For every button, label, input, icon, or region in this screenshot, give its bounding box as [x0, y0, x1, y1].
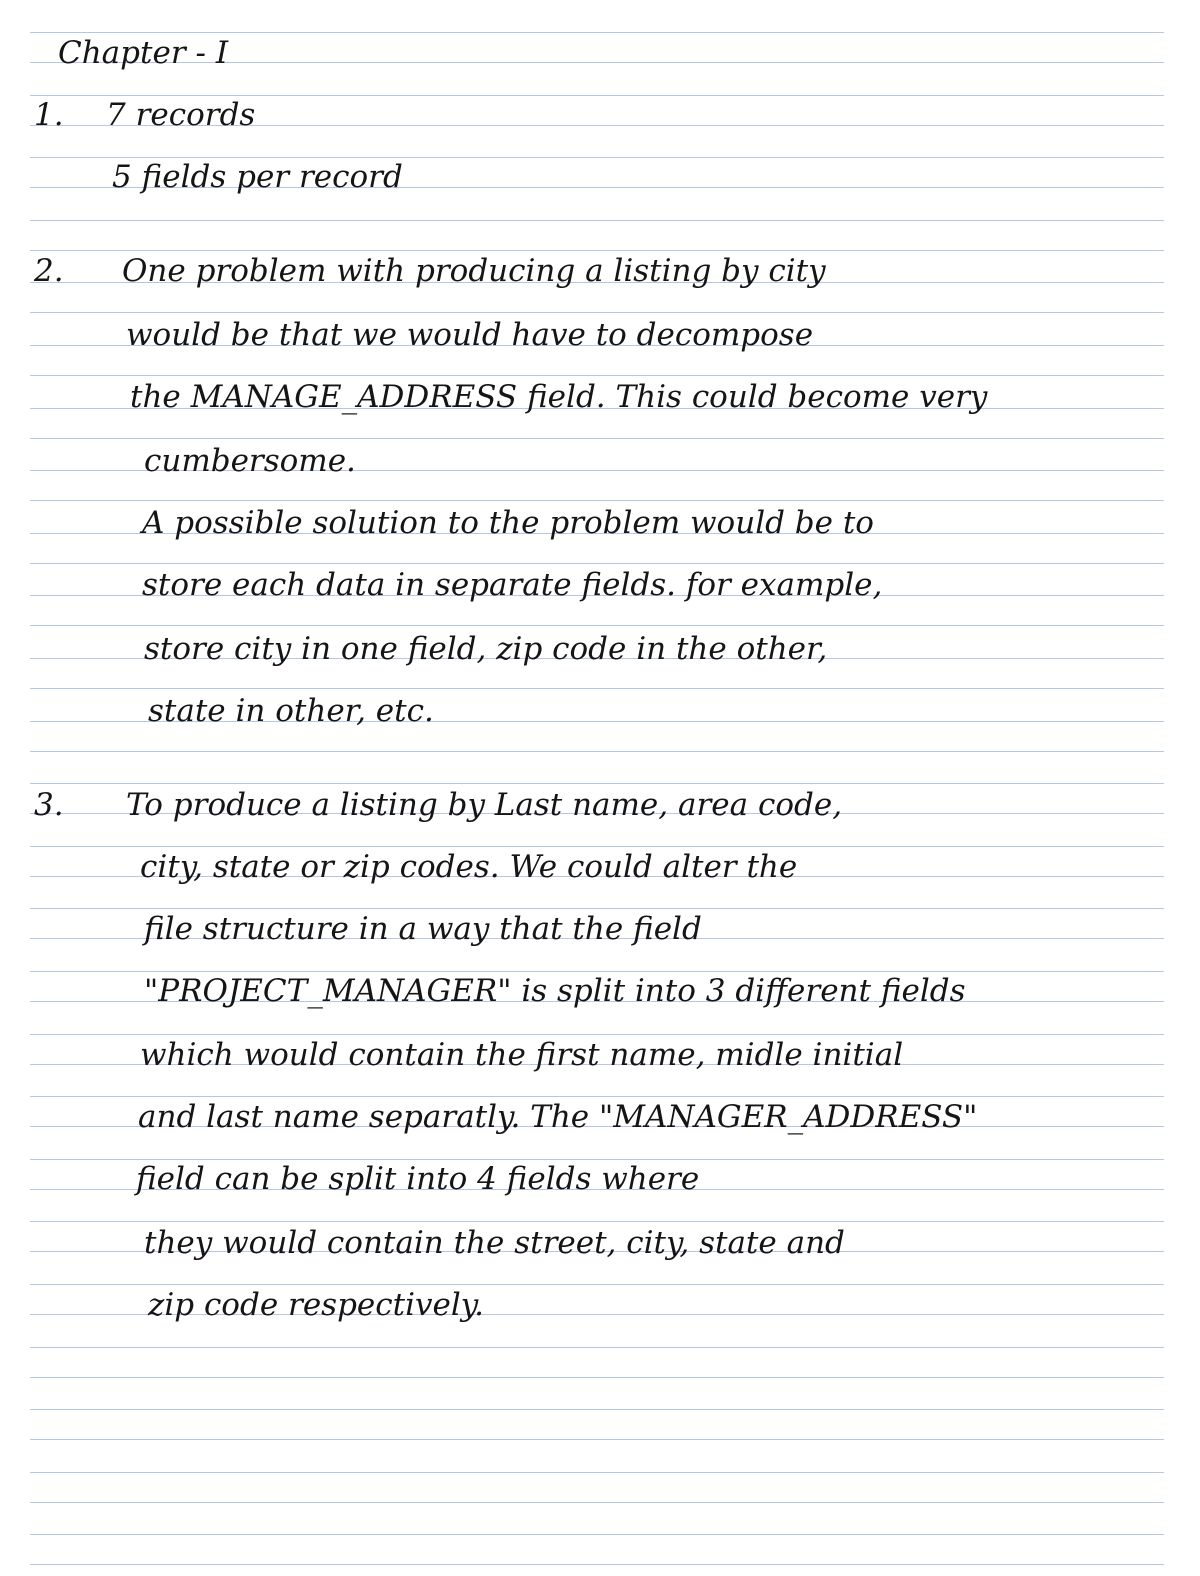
q2-line-3: the MANAGE_ADDRESS field. This could become very: [130, 379, 988, 415]
ruled-line: [30, 908, 1164, 909]
q1-line-1: 7 records: [106, 97, 256, 133]
q3-number-visible: 3.: [34, 787, 64, 823]
ruled-line: [30, 32, 1164, 33]
chapter-heading: Chapter - I: [58, 35, 229, 71]
q2-line-6: store each data in separate fields. for example,: [142, 567, 883, 603]
ruled-line: [30, 1534, 1164, 1535]
ruled-line: [30, 1284, 1164, 1285]
q3-line-8: they would contain the street, city, state and: [144, 1225, 845, 1261]
ruled-line: [30, 1439, 1164, 1440]
ruled-line: [30, 751, 1164, 752]
ruled-line: [30, 220, 1164, 221]
q3-line-1: To produce a listing by Last name, area code,: [126, 787, 843, 823]
q2-line-1: One problem with producing a listing by city: [122, 253, 826, 289]
q3-line-6: and last name separatly. The "MANAGER_ADDRESS": [138, 1099, 978, 1135]
ruled-line: [30, 375, 1164, 376]
ruled-line: [30, 1034, 1164, 1035]
ruled-line: [30, 95, 1164, 96]
ruled-line: [30, 250, 1164, 251]
q2-line-4: cumbersome.: [144, 443, 356, 479]
ruled-line: [30, 625, 1164, 626]
ruled-line: [30, 846, 1164, 847]
q3-line-7: field can be split into 4 fields where: [136, 1161, 700, 1197]
ruled-line: [30, 438, 1164, 439]
ruled-line: [30, 563, 1164, 564]
q3-line-4: "PROJECT_MANAGER" is split into 3 different fields: [144, 973, 966, 1009]
q2-line-8: state in other, etc.: [148, 693, 434, 729]
ruled-line: [30, 500, 1164, 501]
ruled-line: [30, 1096, 1164, 1097]
ruled-line: [30, 1409, 1164, 1410]
q3-line-9: zip code respectively.: [148, 1287, 485, 1323]
ruled-line: [30, 971, 1164, 972]
q3-line-2: city, state or zip codes. We could alter the: [140, 849, 798, 885]
q1-number: 1.: [34, 97, 64, 133]
ruled-line: [30, 1564, 1164, 1565]
ruled-line: [30, 312, 1164, 313]
q2-line-2: would be that we would have to decompose: [126, 317, 814, 353]
ruled-line: [30, 688, 1164, 689]
q3-line-3: file structure in a way that the field: [144, 911, 702, 947]
ruled-line: [30, 1502, 1164, 1503]
ruled-line: [30, 1221, 1164, 1222]
q1-line-2: 5 fields per record: [112, 159, 403, 195]
q2-line-7: store city in one field, zip code in the other,: [144, 631, 828, 667]
ruled-line: [30, 1159, 1164, 1160]
ruled-line: [30, 1377, 1164, 1378]
q2-number: 2.: [34, 253, 64, 289]
q2-line-5: A possible solution to the problem would be to: [142, 505, 874, 541]
ruled-line: [30, 1472, 1164, 1473]
ruled-line: [30, 1347, 1164, 1348]
ruled-line: [30, 783, 1164, 784]
q3-line-5: which would contain the first name, midle initial: [140, 1037, 904, 1073]
